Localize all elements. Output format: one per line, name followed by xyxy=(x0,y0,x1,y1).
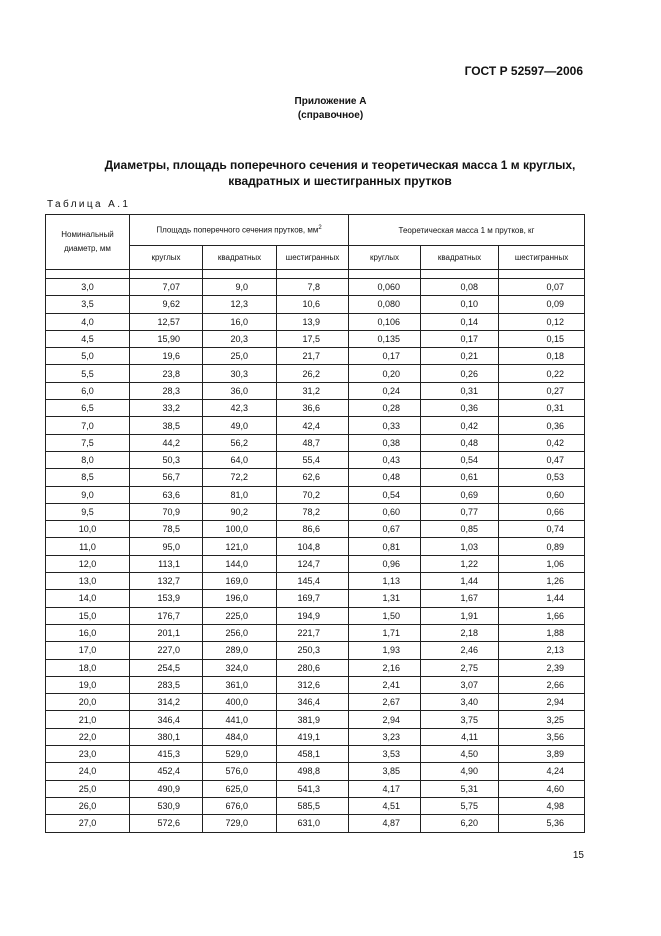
appendix-heading xyxy=(0,95,661,123)
table-row xyxy=(46,659,585,676)
cell-area-square: 25,0 xyxy=(203,348,277,365)
cell-diameter: 21,0 xyxy=(46,711,130,728)
cell-mass-square: 0,85 xyxy=(421,521,499,538)
cell-mass-square: 3,75 xyxy=(421,711,499,728)
cell-area-hex: 21,7 xyxy=(277,348,349,365)
cell-area-square: 9,0 xyxy=(203,279,277,296)
cell-diameter: 15,0 xyxy=(46,607,130,624)
cell-area-square: 441,0 xyxy=(203,711,277,728)
cell-mass-round: 0,080 xyxy=(349,296,421,313)
cell-mass-hex: 0,09 xyxy=(499,296,585,313)
cell-mass-hex: 0,31 xyxy=(499,400,585,417)
data-table xyxy=(45,214,585,833)
cell-mass-hex: 0,15 xyxy=(499,330,585,347)
cell-diameter: 25,0 xyxy=(46,780,130,797)
cell-diameter: 5,0 xyxy=(46,348,130,365)
cell-diameter: 3,0 xyxy=(46,279,130,296)
cell-area-round: 380,1 xyxy=(130,728,203,745)
cell-diameter: 14,0 xyxy=(46,590,130,607)
cell-area-round: 346,4 xyxy=(130,711,203,728)
cell-area-round: 23,8 xyxy=(130,365,203,382)
table-row xyxy=(46,296,585,313)
cell-diameter: 9,5 xyxy=(46,503,130,520)
cell-mass-round: 0,24 xyxy=(349,382,421,399)
table-spacer-row xyxy=(46,270,585,279)
cell-mass-square: 0,36 xyxy=(421,400,499,417)
cell-mass-hex: 2,39 xyxy=(499,659,585,676)
table-row xyxy=(46,330,585,347)
column-header-mass-hex: шестигранных xyxy=(499,246,585,270)
table-row xyxy=(46,451,585,468)
cell-mass-hex: 0,60 xyxy=(499,486,585,503)
page-title-line-1: Диаметры, площадь поперечного сечения и теоретическая масса 1 м круглых, xyxy=(104,158,576,172)
cell-mass-round: 2,41 xyxy=(349,676,421,693)
cell-area-square: 20,3 xyxy=(203,330,277,347)
cell-mass-round: 2,67 xyxy=(349,694,421,711)
cell-area-hex: 55,4 xyxy=(277,451,349,468)
cell-mass-square: 1,22 xyxy=(421,555,499,572)
cell-area-square: 576,0 xyxy=(203,763,277,780)
cell-diameter: 6,0 xyxy=(46,382,130,399)
cell-area-hex: 104,8 xyxy=(277,538,349,555)
cell-diameter: 9,0 xyxy=(46,486,130,503)
cell-mass-hex: 3,56 xyxy=(499,728,585,745)
table-row xyxy=(46,400,585,417)
cell-mass-hex: 0,27 xyxy=(499,382,585,399)
cell-mass-round: 2,94 xyxy=(349,711,421,728)
cell-area-square: 90,2 xyxy=(203,503,277,520)
cell-mass-square: 1,44 xyxy=(421,573,499,590)
cell-area-square: 361,0 xyxy=(203,676,277,693)
column-header-mass-round: круглых xyxy=(349,246,421,270)
table-row xyxy=(46,382,585,399)
cell-mass-square: 0,54 xyxy=(421,451,499,468)
cell-area-hex: 62,6 xyxy=(277,469,349,486)
document-code: ГОСТ Р 52597—2006 xyxy=(464,64,583,78)
cell-mass-round: 0,43 xyxy=(349,451,421,468)
table-row xyxy=(46,694,585,711)
cell-mass-hex: 5,36 xyxy=(499,815,585,832)
cell-area-round: 7,07 xyxy=(130,279,203,296)
cell-mass-round: 1,50 xyxy=(349,607,421,624)
cell-area-round: 38,5 xyxy=(130,417,203,434)
cell-area-hex: 70,2 xyxy=(277,486,349,503)
cell-area-square: 225,0 xyxy=(203,607,277,624)
column-group-area-label: Площадь поперечного сечения прутков, мм xyxy=(156,225,319,235)
cell-diameter: 3,5 xyxy=(46,296,130,313)
cell-area-hex: 78,2 xyxy=(277,503,349,520)
cell-area-round: 33,2 xyxy=(130,400,203,417)
cell-area-hex: 7,8 xyxy=(277,279,349,296)
cell-mass-hex: 1,88 xyxy=(499,624,585,641)
cell-mass-round: 3,53 xyxy=(349,746,421,763)
cell-diameter: 8,5 xyxy=(46,469,130,486)
table-row xyxy=(46,763,585,780)
cell-mass-round: 4,17 xyxy=(349,780,421,797)
cell-diameter: 23,0 xyxy=(46,746,130,763)
cell-area-square: 529,0 xyxy=(203,746,277,763)
cell-area-square: 64,0 xyxy=(203,451,277,468)
page-title-line-2: квадратных и шестигранных прутков xyxy=(228,174,452,188)
table-row xyxy=(46,815,585,832)
cell-diameter: 12,0 xyxy=(46,555,130,572)
cell-mass-square: 1,91 xyxy=(421,607,499,624)
cell-mass-square: 0,48 xyxy=(421,434,499,451)
cell-mass-round: 4,51 xyxy=(349,797,421,814)
cell-area-square: 49,0 xyxy=(203,417,277,434)
cell-mass-round: 0,17 xyxy=(349,348,421,365)
cell-mass-round: 2,16 xyxy=(349,659,421,676)
cell-area-square: 729,0 xyxy=(203,815,277,832)
cell-area-round: 95,0 xyxy=(130,538,203,555)
cell-diameter: 8,0 xyxy=(46,451,130,468)
table-row xyxy=(46,728,585,745)
cell-diameter: 4,5 xyxy=(46,330,130,347)
cell-area-hex: 13,9 xyxy=(277,313,349,330)
table-row xyxy=(46,503,585,520)
table-row xyxy=(46,538,585,555)
cell-area-hex: 194,9 xyxy=(277,607,349,624)
cell-mass-round: 0,20 xyxy=(349,365,421,382)
column-header-area-round: круглых xyxy=(130,246,203,270)
cell-area-square: 16,0 xyxy=(203,313,277,330)
cell-mass-hex: 1,06 xyxy=(499,555,585,572)
cell-area-hex: 631,0 xyxy=(277,815,349,832)
cell-area-round: 70,9 xyxy=(130,503,203,520)
cell-diameter: 10,0 xyxy=(46,521,130,538)
cell-mass-round: 0,106 xyxy=(349,313,421,330)
column-group-area-superscript: 2 xyxy=(318,225,322,232)
cell-mass-round: 3,23 xyxy=(349,728,421,745)
cell-area-round: 9,62 xyxy=(130,296,203,313)
column-header-diameter: Номинальный диаметр, мм xyxy=(46,215,130,270)
cell-mass-square: 2,18 xyxy=(421,624,499,641)
cell-area-round: 283,5 xyxy=(130,676,203,693)
cell-area-round: 254,5 xyxy=(130,659,203,676)
cell-mass-hex: 0,22 xyxy=(499,365,585,382)
cell-mass-hex: 0,12 xyxy=(499,313,585,330)
cell-diameter: 4,0 xyxy=(46,313,130,330)
cell-area-round: 56,7 xyxy=(130,469,203,486)
cell-mass-square: 0,31 xyxy=(421,382,499,399)
cell-mass-square: 2,46 xyxy=(421,642,499,659)
table-row xyxy=(46,590,585,607)
cell-mass-hex: 0,36 xyxy=(499,417,585,434)
cell-area-round: 50,3 xyxy=(130,451,203,468)
cell-diameter: 7,0 xyxy=(46,417,130,434)
table-row xyxy=(46,348,585,365)
cell-mass-square: 5,75 xyxy=(421,797,499,814)
cell-area-square: 289,0 xyxy=(203,642,277,659)
table-row xyxy=(46,469,585,486)
cell-area-hex: 541,3 xyxy=(277,780,349,797)
cell-mass-square: 2,75 xyxy=(421,659,499,676)
cell-area-square: 484,0 xyxy=(203,728,277,745)
cell-mass-hex: 0,07 xyxy=(499,279,585,296)
cell-area-round: 314,2 xyxy=(130,694,203,711)
cell-mass-round: 0,81 xyxy=(349,538,421,555)
table-row xyxy=(46,417,585,434)
cell-mass-hex: 0,42 xyxy=(499,434,585,451)
cell-area-square: 12,3 xyxy=(203,296,277,313)
cell-area-round: 415,3 xyxy=(130,746,203,763)
cell-area-round: 530,9 xyxy=(130,797,203,814)
cell-mass-hex: 4,98 xyxy=(499,797,585,814)
cell-mass-square: 5,31 xyxy=(421,780,499,797)
table-row xyxy=(46,486,585,503)
cell-area-square: 169,0 xyxy=(203,573,277,590)
cell-area-round: 78,5 xyxy=(130,521,203,538)
cell-area-square: 144,0 xyxy=(203,555,277,572)
cell-area-hex: 381,9 xyxy=(277,711,349,728)
cell-mass-round: 3,85 xyxy=(349,763,421,780)
spacer-cell xyxy=(130,270,203,279)
cell-area-hex: 346,4 xyxy=(277,694,349,711)
cell-area-square: 30,3 xyxy=(203,365,277,382)
table-label: Таблица А.1 xyxy=(47,199,131,210)
cell-mass-round: 0,28 xyxy=(349,400,421,417)
cell-mass-round: 0,60 xyxy=(349,503,421,520)
cell-area-square: 676,0 xyxy=(203,797,277,814)
cell-area-round: 227,0 xyxy=(130,642,203,659)
cell-mass-round: 1,71 xyxy=(349,624,421,641)
cell-mass-square: 0,08 xyxy=(421,279,499,296)
cell-diameter: 27,0 xyxy=(46,815,130,832)
cell-mass-hex: 0,47 xyxy=(499,451,585,468)
cell-mass-square: 6,20 xyxy=(421,815,499,832)
cell-mass-square: 3,40 xyxy=(421,694,499,711)
table-row xyxy=(46,279,585,296)
cell-area-square: 196,0 xyxy=(203,590,277,607)
cell-area-hex: 145,4 xyxy=(277,573,349,590)
column-header-mass-square: квадратных xyxy=(421,246,499,270)
cell-diameter: 17,0 xyxy=(46,642,130,659)
cell-area-hex: 10,6 xyxy=(277,296,349,313)
cell-diameter: 6,5 xyxy=(46,400,130,417)
cell-mass-square: 1,67 xyxy=(421,590,499,607)
cell-mass-square: 0,26 xyxy=(421,365,499,382)
cell-area-hex: 26,2 xyxy=(277,365,349,382)
cell-diameter: 11,0 xyxy=(46,538,130,555)
cell-mass-round: 0,38 xyxy=(349,434,421,451)
cell-area-hex: 48,7 xyxy=(277,434,349,451)
table-row xyxy=(46,313,585,330)
cell-area-square: 400,0 xyxy=(203,694,277,711)
cell-area-square: 256,0 xyxy=(203,624,277,641)
appendix-note: (справочное) xyxy=(297,110,364,121)
page-title xyxy=(60,157,620,189)
cell-area-hex: 280,6 xyxy=(277,659,349,676)
cell-diameter: 18,0 xyxy=(46,659,130,676)
cell-diameter: 13,0 xyxy=(46,573,130,590)
column-group-area xyxy=(130,215,349,246)
cell-area-round: 63,6 xyxy=(130,486,203,503)
column-header-area-square: квадратных xyxy=(203,246,277,270)
table-row xyxy=(46,573,585,590)
cell-area-square: 36,0 xyxy=(203,382,277,399)
cell-area-round: 28,3 xyxy=(130,382,203,399)
cell-mass-square: 4,11 xyxy=(421,728,499,745)
cell-area-round: 15,90 xyxy=(130,330,203,347)
cell-mass-hex: 3,89 xyxy=(499,746,585,763)
cell-area-hex: 124,7 xyxy=(277,555,349,572)
cell-area-round: 19,6 xyxy=(130,348,203,365)
cell-area-round: 113,1 xyxy=(130,555,203,572)
table-body xyxy=(46,270,585,833)
cell-mass-square: 0,17 xyxy=(421,330,499,347)
table-row xyxy=(46,607,585,624)
cell-mass-hex: 3,25 xyxy=(499,711,585,728)
column-group-mass: Теоретическая масса 1 м прутков, кг xyxy=(349,215,585,246)
cell-diameter: 26,0 xyxy=(46,797,130,814)
cell-diameter: 22,0 xyxy=(46,728,130,745)
cell-area-square: 100,0 xyxy=(203,521,277,538)
table-row xyxy=(46,521,585,538)
cell-mass-round: 1,31 xyxy=(349,590,421,607)
cell-mass-square: 0,21 xyxy=(421,348,499,365)
cell-area-hex: 86,6 xyxy=(277,521,349,538)
cell-area-hex: 221,7 xyxy=(277,624,349,641)
cell-mass-hex: 1,26 xyxy=(499,573,585,590)
spacer-cell xyxy=(421,270,499,279)
cell-mass-round: 0,060 xyxy=(349,279,421,296)
cell-mass-square: 0,61 xyxy=(421,469,499,486)
cell-area-hex: 419,1 xyxy=(277,728,349,745)
cell-mass-square: 3,07 xyxy=(421,676,499,693)
cell-area-hex: 312,6 xyxy=(277,676,349,693)
table-row xyxy=(46,780,585,797)
cell-area-hex: 169,7 xyxy=(277,590,349,607)
cell-mass-hex: 2,66 xyxy=(499,676,585,693)
cell-mass-round: 1,13 xyxy=(349,573,421,590)
cell-area-hex: 17,5 xyxy=(277,330,349,347)
cell-area-square: 56,2 xyxy=(203,434,277,451)
cell-mass-square: 0,10 xyxy=(421,296,499,313)
cell-area-round: 153,9 xyxy=(130,590,203,607)
cell-diameter: 16,0 xyxy=(46,624,130,641)
cell-mass-round: 0,48 xyxy=(349,469,421,486)
cell-mass-hex: 1,66 xyxy=(499,607,585,624)
cell-mass-hex: 0,89 xyxy=(499,538,585,555)
cell-diameter: 24,0 xyxy=(46,763,130,780)
cell-area-round: 44,2 xyxy=(130,434,203,451)
cell-mass-square: 0,42 xyxy=(421,417,499,434)
table-row xyxy=(46,676,585,693)
appendix-title: Приложение А xyxy=(294,96,367,107)
table-row xyxy=(46,555,585,572)
cell-area-square: 81,0 xyxy=(203,486,277,503)
cell-mass-square: 4,50 xyxy=(421,746,499,763)
cell-area-square: 625,0 xyxy=(203,780,277,797)
cell-diameter: 5,5 xyxy=(46,365,130,382)
cell-mass-hex: 0,74 xyxy=(499,521,585,538)
cell-diameter: 19,0 xyxy=(46,676,130,693)
cell-area-hex: 36,6 xyxy=(277,400,349,417)
cell-mass-square: 0,69 xyxy=(421,486,499,503)
spacer-cell xyxy=(203,270,277,279)
cell-mass-square: 0,14 xyxy=(421,313,499,330)
table-row xyxy=(46,797,585,814)
cell-mass-hex: 1,44 xyxy=(499,590,585,607)
spacer-cell xyxy=(349,270,421,279)
spacer-cell xyxy=(277,270,349,279)
cell-mass-round: 4,87 xyxy=(349,815,421,832)
cell-area-hex: 42,4 xyxy=(277,417,349,434)
cell-mass-hex: 4,60 xyxy=(499,780,585,797)
spacer-cell xyxy=(46,270,130,279)
cell-area-round: 201,1 xyxy=(130,624,203,641)
cell-area-round: 452,4 xyxy=(130,763,203,780)
table-row xyxy=(46,365,585,382)
cell-mass-square: 1,03 xyxy=(421,538,499,555)
cell-mass-round: 0,54 xyxy=(349,486,421,503)
cell-area-hex: 585,5 xyxy=(277,797,349,814)
cell-mass-square: 4,90 xyxy=(421,763,499,780)
column-header-area-hex: шестигранных xyxy=(277,246,349,270)
cell-mass-hex: 0,66 xyxy=(499,503,585,520)
cell-mass-round: 0,135 xyxy=(349,330,421,347)
cell-area-round: 490,9 xyxy=(130,780,203,797)
cell-area-square: 324,0 xyxy=(203,659,277,676)
cell-diameter: 7,5 xyxy=(46,434,130,451)
cell-area-square: 121,0 xyxy=(203,538,277,555)
cell-area-hex: 31,2 xyxy=(277,382,349,399)
cell-area-round: 572,6 xyxy=(130,815,203,832)
cell-area-round: 12,57 xyxy=(130,313,203,330)
cell-mass-hex: 0,18 xyxy=(499,348,585,365)
table-row xyxy=(46,642,585,659)
table-row xyxy=(46,434,585,451)
cell-mass-square: 0,77 xyxy=(421,503,499,520)
table-row xyxy=(46,624,585,641)
cell-mass-hex: 2,94 xyxy=(499,694,585,711)
cell-area-round: 132,7 xyxy=(130,573,203,590)
cell-diameter: 20,0 xyxy=(46,694,130,711)
cell-mass-round: 0,67 xyxy=(349,521,421,538)
cell-area-square: 42,3 xyxy=(203,400,277,417)
cell-mass-round: 0,33 xyxy=(349,417,421,434)
table-row xyxy=(46,746,585,763)
cell-mass-hex: 4,24 xyxy=(499,763,585,780)
cell-area-hex: 250,3 xyxy=(277,642,349,659)
cell-mass-hex: 0,53 xyxy=(499,469,585,486)
cell-area-square: 72,2 xyxy=(203,469,277,486)
table-header xyxy=(46,215,585,270)
table-row xyxy=(46,711,585,728)
cell-mass-hex: 2,13 xyxy=(499,642,585,659)
spacer-cell xyxy=(499,270,585,279)
cell-area-hex: 458,1 xyxy=(277,746,349,763)
page-number: 15 xyxy=(572,850,584,861)
cell-area-round: 176,7 xyxy=(130,607,203,624)
cell-mass-round: 1,93 xyxy=(349,642,421,659)
cell-area-hex: 498,8 xyxy=(277,763,349,780)
cell-mass-round: 0,96 xyxy=(349,555,421,572)
